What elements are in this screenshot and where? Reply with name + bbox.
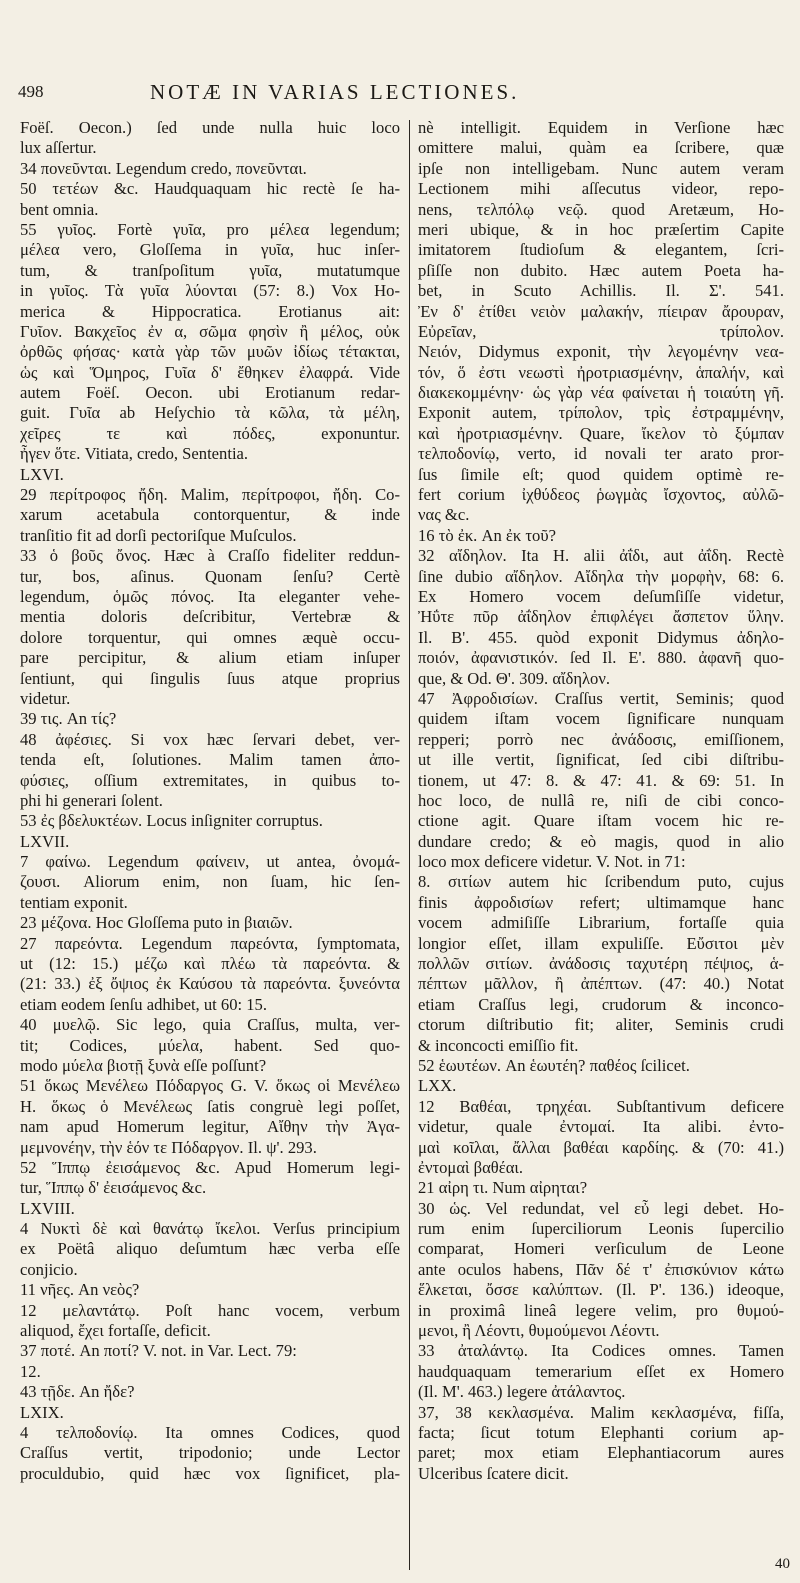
- text-line: (Il. Μ'. 463.) legere ἀτάλαντος.: [418, 1382, 626, 1402]
- text-line: tum, & tranſpoſitum γυῖα, mutatumque: [20, 260, 400, 280]
- text-line: dundare credo; & eò magis, quod in alio: [418, 831, 784, 851]
- text-line: 52 Ἵππῳ ἐεισάμενος &c. Apud Homerum legi-: [20, 1157, 400, 1177]
- text-line: 4 Νυκτὶ δὲ καὶ θανάτῳ ἴκελοι. Verſus principium: [20, 1219, 400, 1239]
- text-line: conjicio.: [20, 1259, 78, 1279]
- text-line: tionem, ut 47: 8. & 47: 41. & 69: 51. In: [418, 770, 784, 790]
- text-line: Εὐρεῖαν, τρίπολον.: [418, 321, 784, 341]
- text-line: meri ubique, & in hoc præſertim Capite: [418, 219, 784, 239]
- text-line: haudquaquam temerarium eſſet ex Homero: [418, 1361, 784, 1381]
- text-line: ἐντομαὶ βαθέαι.: [418, 1157, 523, 1177]
- text-line: merica & Hippocratica. Erotianus ait:: [20, 301, 400, 321]
- text-line: 47 Ἀφροδισίων. Craſſus vertit, Seminis; quod: [418, 688, 784, 708]
- text-line: ſus ſimile eſt; quod quidem optimè re-: [418, 464, 784, 484]
- text-line: Lectionem mihi aſſecutus videor, repo-: [418, 179, 784, 199]
- column-divider: [409, 120, 410, 1570]
- text-line: χεῖρες τε καὶ πόδες, exponuntur.: [20, 423, 400, 443]
- text-line: ὀρθῶς φήσας· κατὰ γὰρ τῶν μυῶν ἰδίως τέτακται,: [20, 342, 400, 362]
- text-line: LXIX.: [20, 1402, 64, 1422]
- text-line: phi hi generari ſolent.: [20, 790, 163, 810]
- text-line: paret; mox etiam Elephantiacorum aures: [418, 1443, 784, 1463]
- text-line: LXVI.: [20, 464, 64, 484]
- text-line: bent omnia.: [20, 199, 99, 219]
- text-line: 4 τελποδονίῳ. Ita omnes Codices, quod: [20, 1423, 400, 1442]
- text-line: Exponit autem, τρίπολον, τρὶς ἐστραμμένην,: [418, 403, 784, 423]
- text-line: longior eſſet, illam expuliſſe. Εὔσιτοι μὲν: [418, 933, 784, 953]
- text-line: etiam eodem ſenſu adhibet, ut 60: 15.: [20, 994, 268, 1014]
- text-line: videtur.: [20, 688, 71, 708]
- text-line: xarum acetabula contorquentur, & inde: [20, 505, 400, 525]
- text-line: ctorum diſtributio fit; aliter, Seminis crudi: [418, 1015, 784, 1035]
- text-line: tenda eſt, ſolutiones. Malim tamen ἀπο-: [20, 750, 400, 770]
- text-line: que, & Od. Θ'. 309. αἴδηλον.: [418, 668, 610, 688]
- text-line: ante oculos habens, Πᾶν δέ τ' ἐπισκύνιον κάτω: [418, 1259, 784, 1279]
- text-line: μεμνονέην, τὴν ἑόν τε Πόδαργον. Il. ψ'. 293.: [20, 1137, 317, 1157]
- text-line: lux aſſertur.: [20, 138, 97, 158]
- text-line: autem Foëſ. Oecon. ubi Erotianum redar-: [20, 383, 400, 403]
- text-line: Νειόν, Didymus exponit, τὴν λεγομένην νεα-: [418, 342, 784, 362]
- text-line: LXX.: [418, 1076, 457, 1096]
- text-line: ὡς καὶ Ὅμηρος, Γυῖα δ' ἔθηκεν ἐλαφρά. Vide: [20, 362, 400, 382]
- text-line: tit; Codices, μύελα, habent. Sed quo-: [20, 1035, 400, 1055]
- text-line: Craſſus vertit, tripodonio; unde Lector: [20, 1443, 400, 1463]
- text-line: nam apud Homerum legitur, Αἴθην τὴν Ἀγα-: [20, 1117, 400, 1137]
- text-line: loco mox deficere videtur. V. Not. in 71:: [418, 852, 686, 872]
- text-line: Il. Β'. 455. quòd exponit Didymus ἀδηλο-: [418, 627, 784, 647]
- text-line: Ulceribus ſcatere dicit.: [418, 1463, 569, 1483]
- text-line: facta; ſicut totum Elephanti corium ap-: [418, 1423, 784, 1442]
- text-line: tranſitio fit ad dorſi pectoriſque Muſculos.: [20, 525, 297, 545]
- text-line: bet, in Scuto Achillis. Il. Σ'. 541.: [418, 281, 784, 301]
- text-line: Foëſ. Oecon.) ſed unde nulla huic loco: [20, 118, 400, 137]
- text-line: 50 τετέων &c. Haudquaquam hic rectè ſe ha-: [20, 179, 400, 199]
- text-line: ut (12: 15.) μέζω καὶ πλέω τὰ παρεόντα. &: [20, 954, 400, 974]
- text-line: πέπτων μᾶλλον, ἢ ἀπέπτων. (47: 40.) Notat: [418, 974, 784, 994]
- text-line: LXVII.: [20, 831, 70, 851]
- text-line: 27 παρεόντα. Legendum παρεόντα, ſymptomata,: [20, 933, 400, 953]
- text-line: legendum, ὁμῶς πόνος. Ita eleganter vehe-: [20, 586, 400, 606]
- text-line: hoc loco, de nullâ re, niſi de cibi conco-: [418, 790, 784, 810]
- text-line: tur, Ἵππῳ δ' ἐεισάμενος &c.: [20, 1178, 207, 1198]
- text-line: rum enim ſuperciliorum Leonis ſupercilio: [418, 1219, 784, 1239]
- text-line: 23 μέζονα. Hoc Gloſſema puto in βιαιῶν.: [20, 913, 293, 933]
- text-line: 51 ὅκως Μενέλεω Πόδαργος G. V. ὅκως οἱ Μενέλεω: [20, 1076, 400, 1096]
- right-column: [418, 118, 784, 1484]
- text-line: 8. σιτίων autem hic ſcribendum puto, cujus: [418, 872, 784, 892]
- text-line: comparat, Homeri verſiculum de Leone: [418, 1239, 784, 1259]
- text-line: τόν, ὅ ἐστι νεωστὶ ἠροτριασμένην, ἁπαλήν, καὶ: [418, 362, 784, 382]
- text-line: μαὶ κοῖλαι, ἄλλαι βαθέαι καρδίης. & (70: 41.): [418, 1137, 784, 1157]
- page-number: 498: [18, 82, 44, 101]
- text-line: imitatorem ſtudioſum & elegantem, ſcri-: [418, 240, 784, 260]
- text-line: nè intelligit. Equidem in Verſione hæc: [418, 118, 784, 137]
- text-line: τελποδονίῳ, verto, id novali ter arato pror-: [418, 444, 784, 464]
- text-line: dolore torquentur, qui omnes æquè occu-: [20, 627, 400, 647]
- text-line: ut ille vertit, ſignificat, ſed cibi diſtribu-: [418, 750, 784, 770]
- text-line: 7 φαίνω. Legendum φαίνειν, ut antea, ὀνομά-: [20, 852, 400, 872]
- text-line: (21: 33.) ἐξ ὄψιος ἐκ Καύσου τὰ παρεόντα. ξυνεόντα: [20, 974, 400, 994]
- text-line: 32 αἴδηλον. Ita H. alii ἀΐδι, aut ἀΐδη. Rectè: [418, 546, 784, 566]
- text-line: 53 ἐς βδελυκτέων. Locus inſigniter corruptus.: [20, 811, 323, 831]
- text-line: guit. Γυῖα ab Heſychio τὰ κῶλα, τὰ μέλη,: [20, 403, 400, 423]
- text-line: H. ὅκως ὁ Μενέλεως ſatis congruè legi poſſet,: [20, 1096, 400, 1116]
- text-line: 37, 38 κεκλασμένα. Malim κεκλασμένα, fiſſa,: [418, 1402, 784, 1422]
- text-line: quidem iſtam vocem ſignificare nunquam: [418, 709, 784, 729]
- text-line: tentiam exponit.: [20, 892, 128, 912]
- text-line: finis ἀφροδισίων refert; ultimamque hanc: [418, 892, 784, 912]
- text-line: 55 γυῖος. Fortè γυῖα, pro μέλεα legendum;: [20, 219, 400, 239]
- text-line: 43 τῇδε. An ἤδε?: [20, 1382, 135, 1402]
- text-line: 12 Βαθέαι, τρηχέαι. Subſtantivum deficere: [418, 1096, 784, 1116]
- text-line: proculdubio, quid hæc vox ſignificet, pla-: [20, 1463, 400, 1483]
- text-line: tur, bos, aſinus. Quonam ſenſu? Certè: [20, 566, 400, 586]
- text-line: ex Poëtâ aliquo deſumtum hæc verba eſſe: [20, 1239, 400, 1259]
- text-line: 21 αἰρη τι. Num αἰρηται?: [418, 1178, 588, 1198]
- text-line: etiam Craſſus legi, crudorum & inconco-: [418, 994, 784, 1014]
- text-line: ποιόν, ἀφανιστικόν. ſed Il. Ε'. 880. ἀφανῆ quo-: [418, 648, 784, 668]
- text-line: 33 ἀταλάντῳ. Ita Codices omnes. Tamen: [418, 1341, 784, 1361]
- text-line: 11 νῆες. An νεὸς?: [20, 1280, 140, 1300]
- text-line: aliquod, ἔχει fortaſſe, deficit.: [20, 1321, 211, 1341]
- text-line: Γυῖον. Βακχεῖος ἐν α, σῶμα φησὶν ἢ μέλος, οὐκ: [20, 321, 400, 341]
- text-line: in proximâ lineâ legere velim, pro θυμού-: [418, 1300, 784, 1320]
- text-line: 12.: [20, 1361, 41, 1381]
- catchword: 40: [775, 1556, 790, 1572]
- text-line: 30 ὡς. Vel redundat, vel εὖ legi debet. Ho-: [418, 1198, 784, 1218]
- text-line: νας &c.: [418, 505, 470, 525]
- text-line: fert corium ἰχθύδεος ῥωγμὰς ἴσχοντος, αὐλῶ-: [418, 485, 784, 505]
- text-line: 39 τις. An τίς?: [20, 709, 117, 729]
- text-line: mentia doloris deſcribitur, Vertebræ &: [20, 607, 400, 627]
- text-line: ἦγεν ὅτε. Vitiata, credo, Sententia.: [20, 444, 249, 464]
- text-line: modo μύελα βιοτῇ ξυνὰ eſſe poſſunt?: [20, 1055, 267, 1075]
- text-line: 34 πονεῦνται. Legendum credo, πονεῦνται.: [20, 158, 307, 178]
- text-line: 48 ἀφέσιες. Si vox hæc ſervari debet, ver-: [20, 729, 400, 749]
- text-line: διακεκομμένην· ὡς γὰρ νέα φαίνεται ἡ τοιαύτη γῆ.: [418, 383, 784, 403]
- text-line: μέλεα vero, Gloſſema in γυῖα, huc inſer-: [20, 240, 400, 260]
- running-head: NOTÆ IN VARIAS LECTIONES.: [150, 80, 520, 104]
- text-line: ctione agit. Quare iſtam vocem hic re-: [418, 811, 784, 831]
- text-line: ζουσι. Aliorum enim, non ſuam, hic ſen-: [20, 872, 400, 892]
- text-line: 16 τὸ ἐκ. An ἐκ τοῦ?: [418, 525, 556, 545]
- text-line: videtur, quale ἐντομαί. Ita alibi. ἐντο-: [418, 1117, 784, 1137]
- text-line: LXVIII.: [20, 1198, 75, 1218]
- text-line: pſiſſe non dubito. Hæc autem Poeta ha-: [418, 260, 784, 280]
- left-column: [20, 118, 400, 1484]
- text-line: vocem admiſiſſe Librarium, fortaſſe quia: [418, 913, 784, 933]
- text-line: 29 περίτροφος ἤδη. Malim, περίτροφοι, ἤδη. Co-: [20, 485, 400, 505]
- text-line: φύσιες, oſſium extremitates, in quibus to-: [20, 770, 400, 790]
- text-line: μενοι, ἢ Λέοντι, θυμούμενοι Λέοντι.: [418, 1321, 660, 1341]
- text-line: & inconcocti emiſſio fit.: [418, 1035, 579, 1055]
- text-line: ſentiunt, qui ſingulis ſuus atque proprius: [20, 668, 400, 688]
- text-line: Ἠΰτε πῦρ ἀΐδηλον ἐπιφλέγει ἄσπετον ὕλην.: [418, 607, 784, 627]
- text-line: omittere malui, quàm ea ſcribere, quæ: [418, 138, 784, 158]
- text-line: Ἐν δ' ἐτίθει νειὸν μαλακήν, πίειραν ἄρουραν,: [418, 301, 784, 321]
- text-line: 37 ποτέ. An ποτί? V. not. in Var. Lect. 79:: [20, 1341, 297, 1361]
- text-line: 40 μυελῷ. Sic lego, quia Craſſus, multa, ver-: [20, 1015, 400, 1035]
- text-line: pare percipitur, & alium etiam inſuper: [20, 648, 400, 668]
- text-line: ſine dubio αἴδηλον. Αἴδηλα τὴν μορφὴν, 68: 6.: [418, 566, 784, 586]
- text-line: 52 ἑωυτέων. An ἑωυτέη? παθέος ſcilicet.: [418, 1055, 690, 1075]
- text-line: 12 μελαντάτῳ. Poſt hanc vocem, verbum: [20, 1300, 400, 1320]
- text-line: ipſe non intelligebam. Nunc autem veram: [418, 158, 784, 178]
- text-line: Ex Homero vocem deſumſiſſe videtur,: [418, 586, 784, 606]
- text-line: repperi; porrò nec ἀνάδοσις, emiſſionem,: [418, 729, 784, 749]
- text-line: καὶ ἠροτριασμένην. Quare, ἴκελον τὸ ξύμπαν: [418, 423, 784, 443]
- text-line: πολλῶν σιτίων. ἀνάδοσις ταχυτέρη πέψιος, ἁ-: [418, 954, 784, 974]
- text-line: ἕλκεται, ὄσσε καλύπτων. (Il. Ρ'. 136.) ideoque,: [418, 1280, 784, 1300]
- text-line: 33 ὁ βοῦς ὄνος. Hæc à Craſſo fideliter reddun-: [20, 546, 400, 566]
- text-line: in γυῖος. Τὰ γυῖα λύονται (57: 8.) Vox Ho-: [20, 281, 400, 301]
- text-line: nens, τελπόλῳ νεῷ. quod Aretæum, Ho-: [418, 199, 784, 219]
